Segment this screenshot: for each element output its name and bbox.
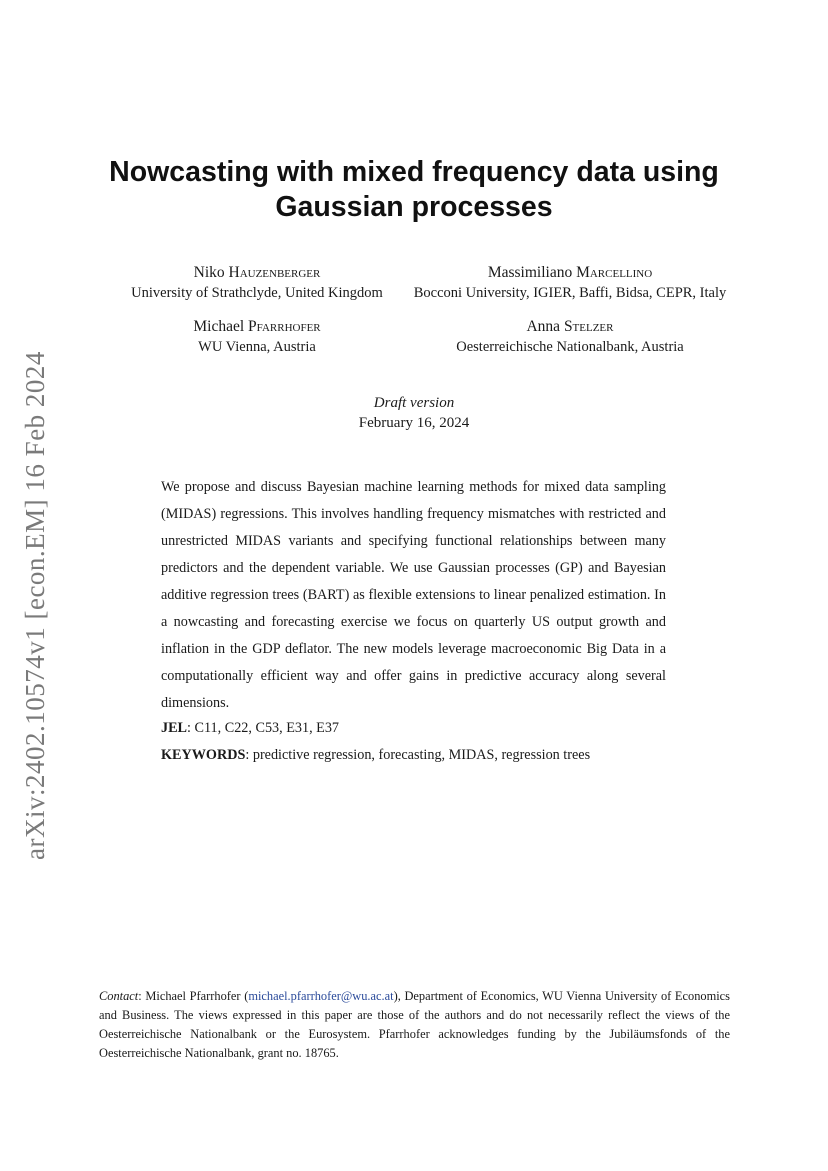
jel-label: JEL — [161, 720, 188, 736]
author-affiliation: Bocconi University, IGIER, Baffi, Bidsa, CEPR, Italy — [413, 285, 727, 301]
draft-label: Draft version — [373, 395, 455, 411]
contact-label: Contact — [99, 989, 139, 1003]
arxiv-identifier: arXiv:2402.10574v1 [econ.EM] 16 Feb 2024 — [20, 351, 50, 860]
author-name: Michael Pfarrhofer — [193, 318, 321, 335]
author-name: Massimiliano Marcellino — [487, 264, 653, 281]
author-block-2 — [410, 262, 730, 304]
author-block-3 — [107, 316, 407, 358]
keywords — [161, 745, 590, 765]
contact-email-link[interactable]: michael.pfarrhofer@wu.ac.at — [248, 989, 394, 1003]
author-affiliation: University of Strathclyde, United Kingdom — [131, 285, 383, 301]
draft-date: February 16, 2024 — [358, 415, 470, 431]
author-name: Niko Hauzenberger — [193, 264, 321, 281]
keywords-label: KEYWORDS — [161, 747, 246, 763]
paper-title — [0, 155, 828, 225]
draft-info — [0, 393, 828, 433]
author-block-1 — [107, 262, 407, 304]
author-affiliation: Oesterreichische Nationalbank, Austria — [456, 339, 684, 355]
title-line-2: Gaussian processes — [275, 191, 553, 223]
author-affiliation: WU Vienna, Austria — [198, 339, 316, 355]
title-line-1: Nowcasting with mixed frequency data using — [109, 156, 719, 188]
jel-codes — [161, 718, 339, 738]
author-block-4 — [410, 316, 730, 358]
author-name: Anna Stelzer — [526, 318, 614, 335]
abstract-text: We propose and discuss Bayesian machine learning methods for mixed data sampling (MIDAS) regressions. This involves handling frequency mismatches with restricted and unrestricted MIDAS variants and specifying functional relationships between many predictors and the dependent variable. We use Gaussian processes (GP) and Bayesian additive regression trees (BART) as flexible extensions to linear penalized estimation. In a nowcasting and forecasting exercise we focus on quarterly US output growth and inflation in the GDP deflator. The new models leverage macroeconomic Big Data in a computationally efficient way and offer gains in predictive accuracy along several dimensions. — [161, 479, 666, 711]
keywords-value: : predictive regression, forecasting, MIDAS, regression trees — [245, 747, 591, 763]
contact-footnote: Contact: Michael Pfarrhofer (michael.pfarrhofer@wu.ac.at), Department of Economics, WU Vienna University of Economics and Business. The views expressed in this paper are those of the authors and do not necessarily reflect the views of the Oesterreichische Nationalbank or the Eurosystem. Pfarrhofer acknowledges funding by the Jubiläumsfonds of the Oesterreichische Nationalbank, grant no. 18765. — [99, 989, 730, 1060]
jel-value: : C11, C22, C53, E31, E37 — [187, 720, 340, 736]
